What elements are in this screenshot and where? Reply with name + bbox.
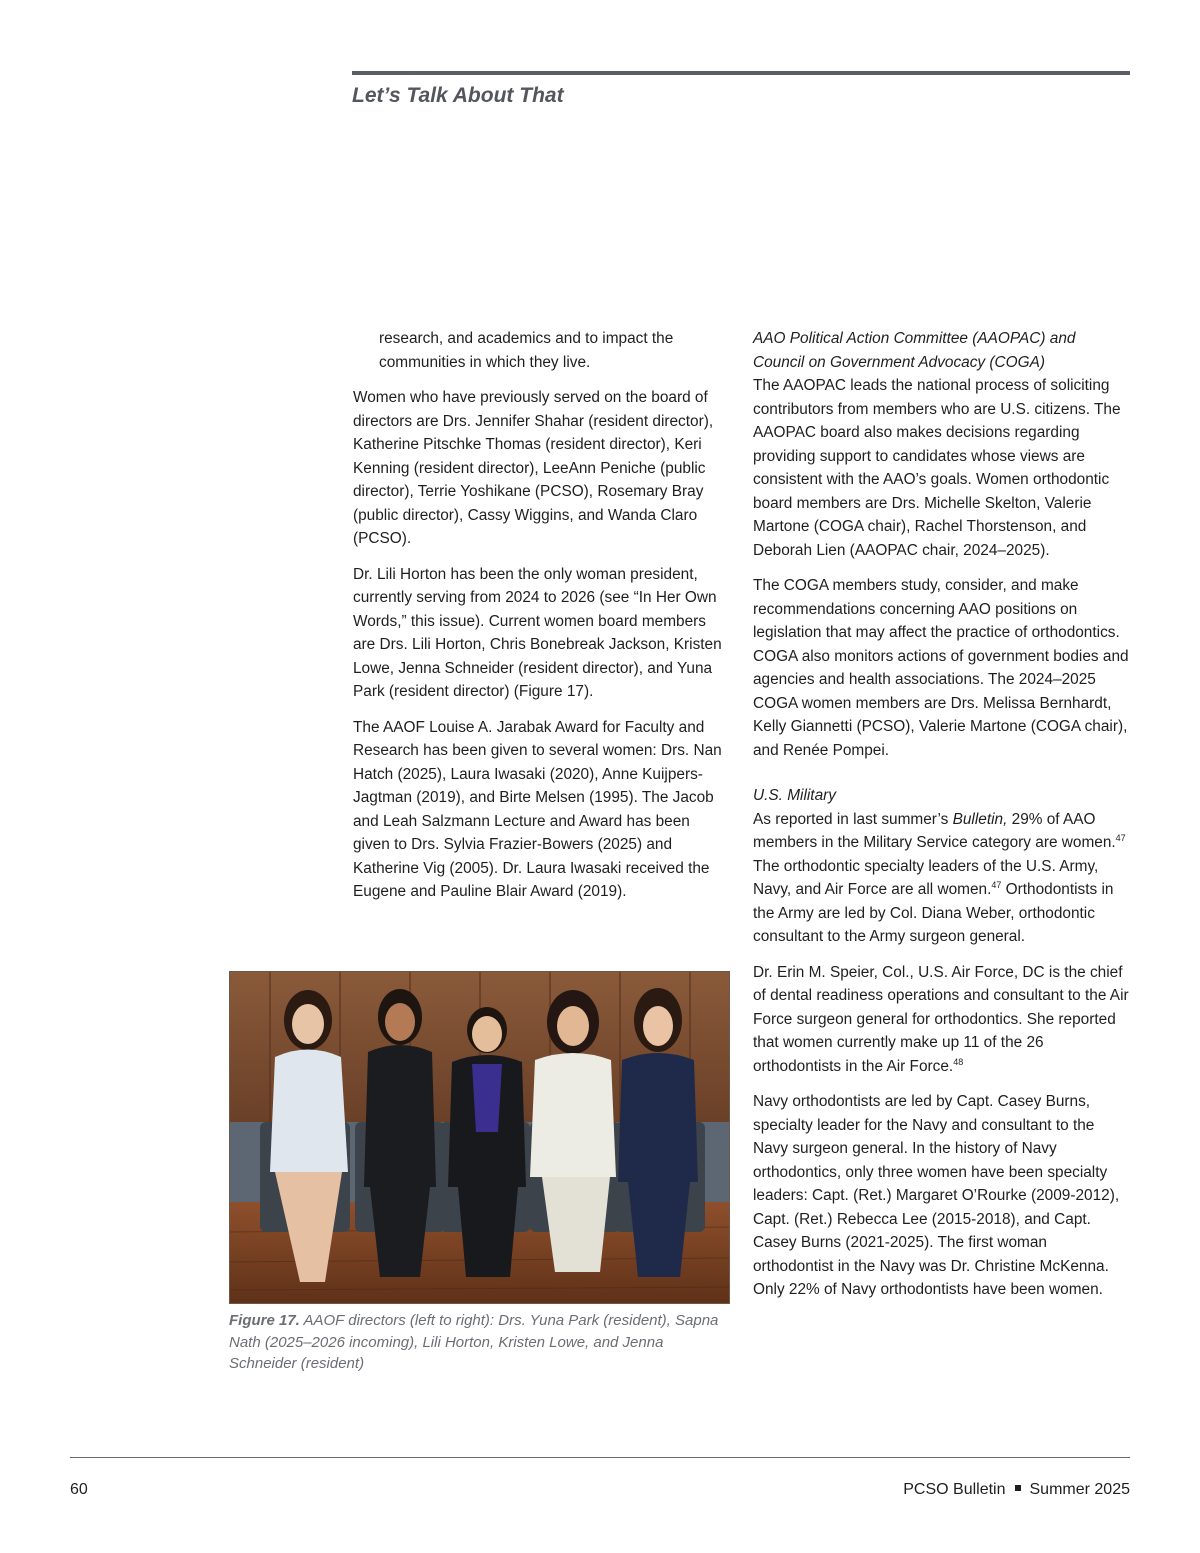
header-rule <box>352 71 1130 75</box>
military-heading: U.S. Military <box>753 787 836 804</box>
air-force-paragraph <box>753 961 1131 1079</box>
continued-paragraph: research, and academics and to impact the communities in which they live. <box>379 330 674 371</box>
aaopac-section <box>753 327 1131 562</box>
figure-label: Figure 17. <box>229 1312 300 1329</box>
section-title: Let’s Talk About That <box>352 84 564 107</box>
navy-paragraph: Navy orthodontists are led by Capt. Casey Burns, specialty leader for the Navy and consultant to the Navy surgeon general. In the history of Navy orthodontics, only three women have been specialty leaders: Capt. (Ret.) Margaret O’Rourke (2009-2012), Capt. (Ret.) Rebecca Lee (2015-2018), and Capt. Casey Burns (2021-2025). The first woman orthodontist in the Navy was Dr. Christine McKenna. Only 22% of Navy orthodontists have been women. <box>753 1093 1120 1298</box>
military-text-c: The orthodontic specialty leaders of the U.S. Army, Navy, and Air Force are all women. <box>753 857 1099 898</box>
bulletin-italic: Bulletin, <box>952 810 1008 828</box>
former-board-paragraph: Women who have previously served on the board of directors are Drs. Jennifer Shahar (resident director), Katherine Pitschke Thomas (resident director), Keri Kenning (resident director), LeeAnn Peniche (public director), Terrie Yoshikane (PCSO), Rosemary Bray (public director), Cassy Wiggins, and Wanda Claro (PCSO). <box>353 389 714 547</box>
issue-date: Summer 2025 <box>1029 1481 1130 1498</box>
reference-47b: 47 <box>991 879 1002 890</box>
figure-caption <box>229 1310 729 1375</box>
figure-17-photo <box>229 971 730 1304</box>
aaopac-paragraph: The AAOPAC leads the national process of soliciting contributors from members who are U.S. citizens. The AAOPAC board also makes decisions regarding providing support to candidates whose views are consistent with the AAO’s goals. Women orthodontic board members are Drs. Michelle Skelton, Valerie Martone (COGA chair), Rachel Thorstenson, and Deborah Lien (AAOPAC chair, 2024–2025). <box>753 377 1121 559</box>
right-column <box>753 327 1131 1314</box>
awards-paragraph: The AAOF Louise A. Jarabak Award for Faculty and Research has been given to several women: Drs. Nan Hatch (2025), Laura Iwasaki (2020), Anne Kuijpers-Jagtman (2019), and Birte Melsen (1995). The Jacob and Leah Salzmann Lecture and Award has been given to Drs. Sylvia Frazier-Bowers (2025) and Katherine Vig (2005). Dr. Laura Iwasaki received the Eugene and Pauline Blair Award (2019). <box>353 718 722 900</box>
figure-caption-text: AAOF directors (left to right): Drs. Yuna Park (resident), Sapna Nath (2025–2026 incoming), Lili Horton, Kristen Lowe, and Jenna Schneider (resident) <box>229 1312 719 1372</box>
group-photo-illustration <box>230 972 730 1304</box>
reference-47a: 47 <box>1115 832 1126 843</box>
reference-48: 48 <box>953 1056 964 1067</box>
publication-name: PCSO Bulletin <box>903 1481 1006 1498</box>
military-text-b: 29% of AAO members in the Military Service category are women. <box>753 810 1116 851</box>
military-section <box>753 784 1131 949</box>
left-column <box>353 327 729 916</box>
page-number: 60 <box>70 1481 88 1498</box>
square-separator-icon <box>1015 1485 1021 1491</box>
footer-rule <box>70 1457 1130 1458</box>
publication-info <box>903 1481 1130 1499</box>
coga-paragraph: The COGA members study, consider, and make recommendations concerning AAO positions on legislation that may affect the practice of orthodontics. COGA also monitors actions of government bodies and agencies and health associations. The 2024–2025 COGA women members are Drs. Melissa Bernhardt, Kelly Giannetti (PCSO), Valerie Martone (COGA chair), and Renée Pompei. <box>753 577 1129 759</box>
president-paragraph: Dr. Lili Horton has been the only woman president, currently serving from 2024 to 2026 (see “In Her Own Words,” this issue). Current women board members are Drs. Lili Horton, Chris Bonebreak Jackson, Kristen Lowe, Jenna Schneider (resident director), and Yuna Park (resident director) (Figure 17). <box>353 565 722 700</box>
air-force-text: Dr. Erin M. Speier, Col., U.S. Air Force, DC is the chief of dental readiness operations and consultant to the Air Force surgeon general for orthodontics. She reported that women currently make up 11 of the 26 orthodontists in the Air Force. <box>753 963 1129 1075</box>
military-text-d: Orthodontists in the Army are led by Col. Diana Weber, orthodontic consultant to the Army surgeon general. <box>753 881 1114 945</box>
military-text-a: As reported in last summer’s <box>753 810 949 828</box>
aaopac-heading: AAO Political Action Committee (AAOPAC) and Council on Government Advocacy (COGA) <box>753 330 1076 371</box>
